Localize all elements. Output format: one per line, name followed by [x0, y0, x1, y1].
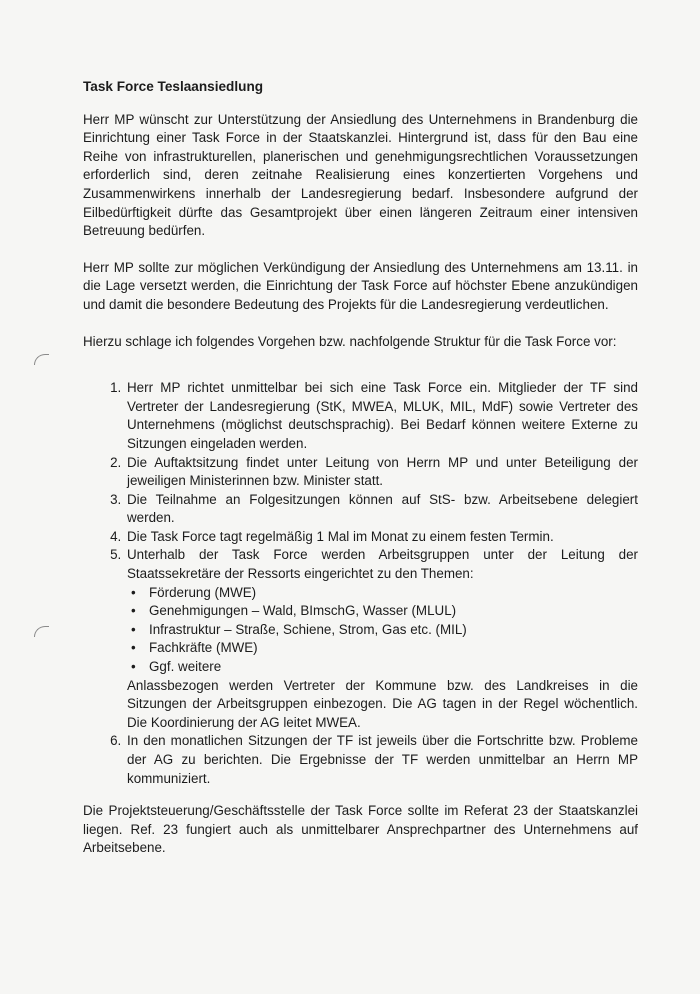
closing-paragraph: Die Projektsteuerung/Geschäftsstelle der Task Force sollte im Referat 23 der Staatskanzlei liegen. Ref. 23 fungiert auch als unmittelbarer Ansprechpartner des Unternehmens auf Arbeitsebene. — [83, 803, 638, 856]
document-body — [83, 78, 638, 876]
procedure-step-text: 5. Unterhalb der Task Force werden Arbeitsgruppen unter der Leitung der Staatssekretäre der Ressorts eingerichtet zu den Themen: — [127, 547, 638, 582]
punch-hole-mark — [34, 354, 49, 365]
procedure-step-note: Anlassbezogen werden Vertreter der Kommune bzw. des Landkreises in die Sitzungen der Arbeitsgruppen einbezogen. Die AG tagen in der Regel wöchentlich. Die Koordinierung der AG leitet MWEA. — [127, 677, 638, 730]
intro-paragraph: Herr MP wünscht zur Unterstützung der Ansiedlung des Unternehmens in Brandenburg die Einrichtung einer Task Force in der Staatskanzlei. Hintergrund ist, dass für den Bau eine Reihe von infrastrukturellen, planerischen und genehmigungsrechtlichen Voraussetzungen erforderlich sind, deren zeitnahe Realisierung eines konzertierten Vorgehens und Zusammenwirkens innerhalb der Landesregierung bedarf. Insbesondere aufgrund der Eilbedürftigkeit dürfte das Gesamtprojekt über einen längeren Zeitraum einer intensiven Betreuung bedürfen. — [83, 111, 638, 239]
procedure-step: 6. In den monatlichen Sitzungen der TF ist jeweils über die Fortschritte bzw. Probleme der AG zu berichten. Die Ergebnisse der TF werden unmittelbar an Herrn MP kommuniziert. — [125, 732, 638, 788]
proposal-lead-paragraph: Hierzu schlage ich folgendes Vorgehen bzw. nachfolgende Struktur für die Task Force vor: — [83, 333, 617, 349]
topic-item: • Genehmigungen – Wald, BImschG, Wasser (MLUL) — [149, 602, 638, 621]
procedure-step: 3. Die Teilnahme an Folgesitzungen können auf StS- bzw. Arbeitsebene delegiert werden. — [125, 491, 638, 528]
procedure-list — [83, 379, 638, 788]
procedure-step — [125, 546, 638, 732]
procedure-step: 1. Herr MP richtet unmittelbar bei sich eine Task Force ein. Mitglieder der TF sind Vertreter der Landesregierung (StK, MWEA, MLUK, MIL, MdF) sowie Vertreter des Unternehmens (möglichst deutschsprachig). Bei Bedarf können weitere Externe zu Sitzungen eingeladen werden. — [125, 379, 638, 453]
announcement-paragraph: Herr MP sollte zur möglichen Verkündigung der Ansiedlung des Unternehmens am 13.11. in die Lage versetzt werden, die Einrichtung der Task Force auf höchster Ebene anzukündigen und damit die besondere Bedeutung des Projekts für die Landesregierung verdeutlichen. — [83, 259, 638, 312]
document-title: Task Force Teslaansiedlung — [83, 79, 264, 94]
topic-item: • Infrastruktur – Straße, Schiene, Strom, Gas etc. (MIL) — [149, 621, 638, 640]
punch-hole-mark — [34, 626, 49, 637]
working-group-topics — [127, 584, 638, 677]
procedure-step: 2. Die Auftaktsitzung findet unter Leitung von Herrn MP und unter Beteiligung der jeweiligen Ministerinnen bzw. Minister statt. — [125, 454, 638, 491]
topic-item: • Ggf. weitere — [149, 658, 638, 677]
topic-item: • Förderung (MWE) — [149, 584, 638, 603]
topic-item: • Fachkräfte (MWE) — [149, 639, 638, 658]
procedure-step: 4. Die Task Force tagt regelmäßig 1 Mal im Monat zu einem festen Termin. — [125, 528, 638, 547]
